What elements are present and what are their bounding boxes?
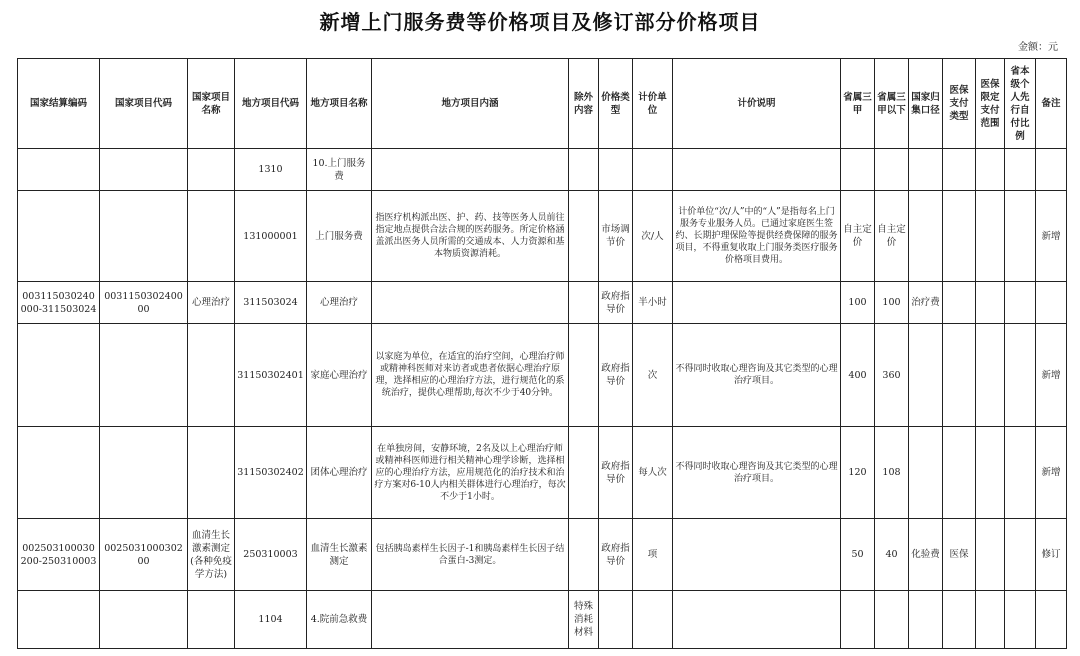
table-cell: 政府指导价: [599, 324, 633, 427]
table-cell: 自主定价: [841, 191, 875, 282]
table-cell: [841, 149, 875, 191]
header-cell: 医保支付类型: [943, 59, 976, 149]
table-cell: [100, 427, 188, 519]
header-row: [18, 59, 1067, 149]
table-row: [18, 427, 1067, 519]
table-cell: [1005, 427, 1036, 519]
header-cell: 地方项目名称: [307, 59, 372, 149]
header-cell: 备注: [1036, 59, 1067, 149]
table-cell: [976, 591, 1005, 649]
table-cell: 1310: [235, 149, 307, 191]
table-row: [18, 149, 1067, 191]
page-title: 新增上门服务费等价格项目及修订部分价格项目: [319, 10, 761, 34]
table-cell: [569, 191, 599, 282]
table-cell: 修订: [1036, 519, 1067, 591]
table-cell: 31150302402: [235, 427, 307, 519]
table-cell: 政府指导价: [599, 519, 633, 591]
table-cell: [976, 191, 1005, 282]
table-cell: 团体心理治疗: [307, 427, 372, 519]
table-cell: [18, 149, 100, 191]
table-cell: [569, 519, 599, 591]
table-cell: 每人次: [633, 427, 673, 519]
table-cell: 003115030240000: [100, 282, 188, 324]
unit-label: 金额：元: [1018, 42, 1058, 53]
table-cell: [841, 591, 875, 649]
table-cell: [673, 282, 841, 324]
table-cell: [943, 191, 976, 282]
table-cell: [1005, 149, 1036, 191]
table-cell: [569, 324, 599, 427]
table-cell: 250310003: [235, 519, 307, 591]
table-cell: [909, 591, 943, 649]
table-cell: [943, 282, 976, 324]
table-cell: 50: [841, 519, 875, 591]
table-cell: 100: [875, 282, 909, 324]
table-cell: 4.院前急救费: [307, 591, 372, 649]
table-cell: [976, 519, 1005, 591]
table-cell: [1036, 149, 1067, 191]
table-cell: [188, 191, 235, 282]
table-cell: [909, 324, 943, 427]
table-cell: [372, 282, 569, 324]
table-cell: [100, 324, 188, 427]
table-cell: 不得同时收取心理咨询及其它类型的心理治疗项目。: [673, 427, 841, 519]
price-table: [17, 58, 1067, 649]
table-cell: [188, 427, 235, 519]
table-cell: [943, 324, 976, 427]
table-cell: 政府指导价: [599, 282, 633, 324]
table-cell: 血清生长激素测定: [307, 519, 372, 591]
header-cell: 除外内容: [569, 59, 599, 149]
table-cell: [1005, 591, 1036, 649]
table-cell: 项: [633, 519, 673, 591]
table-cell: 市场调节价: [599, 191, 633, 282]
table-cell: 血清生长激素测定(各种免疫学方法): [188, 519, 235, 591]
table-cell: [673, 519, 841, 591]
table-cell: [875, 591, 909, 649]
table-row: [18, 191, 1067, 282]
table-cell: 治疗费: [909, 282, 943, 324]
table-cell: [943, 427, 976, 519]
table-cell: [18, 427, 100, 519]
table-cell: [909, 427, 943, 519]
header-cell: 省本级个人先行自付比例: [1005, 59, 1036, 149]
table-cell: [188, 149, 235, 191]
table-cell: 次/人: [633, 191, 673, 282]
table-cell: 包括胰岛素样生长因子-1和胰岛素样生长因子结合蛋白-3测定。: [372, 519, 569, 591]
table-cell: 不得同时收取心理咨询及其它类型的心理治疗项目。: [673, 324, 841, 427]
table-cell: 131000001: [235, 191, 307, 282]
table-cell: 新增: [1036, 191, 1067, 282]
table-cell: 指医疗机构派出医、护、药、技等医务人员前往指定地点提供合法合规的医药服务。所定价格涵盖派出医务人员所需的交通成本、人力资源和基本物质资源消耗。: [372, 191, 569, 282]
table-row: [18, 519, 1067, 591]
table-cell: [633, 149, 673, 191]
table-cell: 108: [875, 427, 909, 519]
table-cell: [188, 324, 235, 427]
table-cell: 新增: [1036, 427, 1067, 519]
table-cell: [18, 591, 100, 649]
table-cell: 120: [841, 427, 875, 519]
header-cell: 价格类型: [599, 59, 633, 149]
table-cell: 400: [841, 324, 875, 427]
table-cell: 新增: [1036, 324, 1067, 427]
header-cell: 计价单位: [633, 59, 673, 149]
table-cell: [569, 427, 599, 519]
header-cell: 医保限定支付范围: [976, 59, 1005, 149]
table-cell: [1005, 324, 1036, 427]
table-cell: 10.上门服务费: [307, 149, 372, 191]
header-cell: 国家归集口径: [909, 59, 943, 149]
table-cell: [100, 149, 188, 191]
table-cell: 家庭心理治疗: [307, 324, 372, 427]
table-cell: 次: [633, 324, 673, 427]
table-cell: 100: [841, 282, 875, 324]
table-cell: [976, 282, 1005, 324]
header-cell: 省属三甲以下: [875, 59, 909, 149]
header-cell: 计价说明: [673, 59, 841, 149]
header-cell: 国家项目代码: [100, 59, 188, 149]
table-cell: [1005, 282, 1036, 324]
table-row: [18, 591, 1067, 649]
table-cell: 特殊消耗材料: [569, 591, 599, 649]
table-cell: [943, 591, 976, 649]
table-row: [18, 324, 1067, 427]
table-cell: 360: [875, 324, 909, 427]
table-cell: 上门服务费: [307, 191, 372, 282]
table-cell: 医保: [943, 519, 976, 591]
table-cell: 计价单位“次/人”中的“人”是指每名上门服务专业服务人员。已通过家庭医生签约、长期护理保险等提供经费保障的服务项目，不得重复收取上门服务类医疗服务价格项目费用。: [673, 191, 841, 282]
table-cell: [569, 282, 599, 324]
table-cell: [976, 427, 1005, 519]
table-cell: [188, 591, 235, 649]
table-cell: [1036, 282, 1067, 324]
table-cell: 002503100030200-250310003: [18, 519, 100, 591]
header-cell: 地方项目内涵: [372, 59, 569, 149]
header-cell: 国家结算编码: [18, 59, 100, 149]
table-cell: 自主定价: [875, 191, 909, 282]
table-cell: 以家庭为单位，在适宜的治疗空间，心理治疗师或精神科医师对来访者或患者依据心理治疗原理，选择相应的心理治疗方法，进行规范化的系统治疗，提供心理帮助,每次不少于40分钟。: [372, 324, 569, 427]
table-cell: [372, 149, 569, 191]
table-cell: [100, 191, 188, 282]
table-cell: [976, 324, 1005, 427]
table-cell: 半小时: [633, 282, 673, 324]
table-cell: [673, 149, 841, 191]
table-cell: 在单独房间，安静环境，2名及以上心理治疗师或精神科医师进行相关精神心理学诊断，选择相应的心理治疗方法，应用规范化的治疗技术和治疗方案对6-10人内相关群体进行心理治疗，每次不少于1小时。: [372, 427, 569, 519]
table-cell: 化验费: [909, 519, 943, 591]
table-cell: [372, 591, 569, 649]
table-cell: [18, 324, 100, 427]
table-cell: 政府指导价: [599, 427, 633, 519]
table-cell: [943, 149, 976, 191]
table-cell: 心理治疗: [188, 282, 235, 324]
table-cell: 003115030240000-311503024: [18, 282, 100, 324]
table-cell: 心理治疗: [307, 282, 372, 324]
table-cell: [673, 591, 841, 649]
table-cell: [875, 149, 909, 191]
table-cell: [569, 149, 599, 191]
table-cell: [599, 149, 633, 191]
table-cell: 311503024: [235, 282, 307, 324]
table-cell: 31150302401: [235, 324, 307, 427]
table-cell: 1104: [235, 591, 307, 649]
table-cell: [100, 591, 188, 649]
table-cell: 40: [875, 519, 909, 591]
table-cell: [1036, 591, 1067, 649]
table-cell: [599, 591, 633, 649]
table-cell: [909, 191, 943, 282]
table-cell: 002503100030200: [100, 519, 188, 591]
table-cell: [976, 149, 1005, 191]
table-cell: [633, 591, 673, 649]
table-cell: [1005, 191, 1036, 282]
header-cell: 国家项目名称: [188, 59, 235, 149]
table-cell: [18, 191, 100, 282]
header-cell: 省属三甲: [841, 59, 875, 149]
table-cell: [909, 149, 943, 191]
table-cell: [1005, 519, 1036, 591]
header-cell: 地方项目代码: [235, 59, 307, 149]
table-row: [18, 282, 1067, 324]
